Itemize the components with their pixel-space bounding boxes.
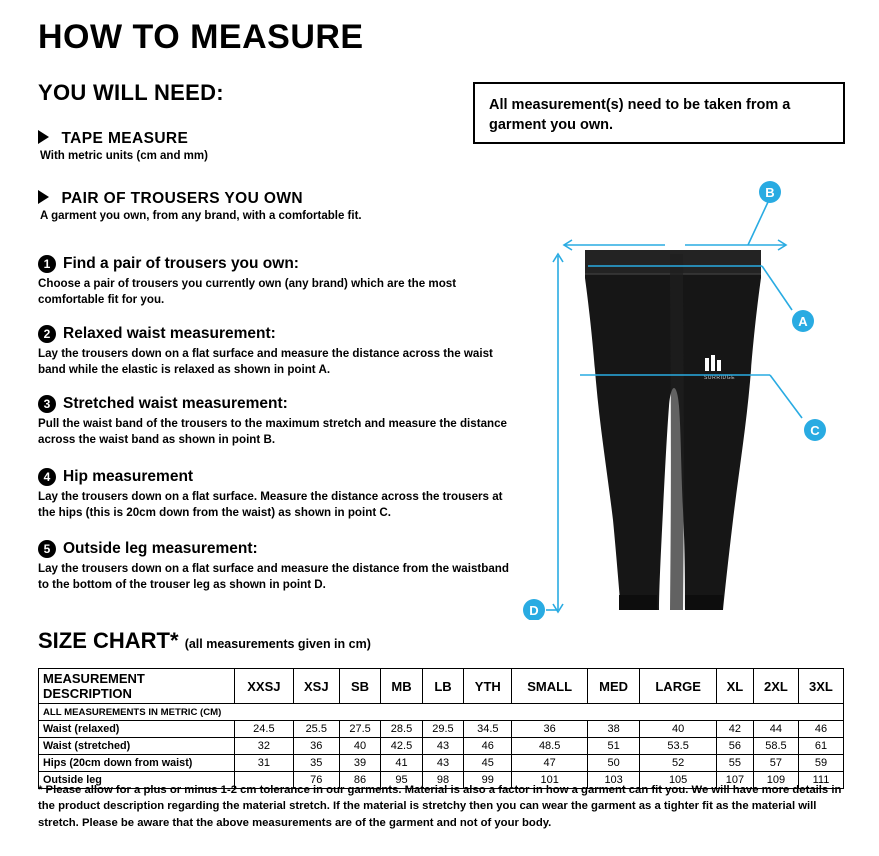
- step-body: Choose a pair of trousers you currently own (any brand) which are the most comfortable fit for you.: [38, 277, 457, 307]
- step-number: 3: [38, 395, 56, 413]
- trouser-illustration: [585, 250, 761, 610]
- page-title: HOW TO MEASURE: [38, 18, 364, 56]
- step-5: [38, 540, 518, 594]
- row-value: 98: [422, 772, 463, 789]
- table-row-metric-note: [39, 704, 844, 721]
- size-chart-note: (all measurements given in cm): [184, 637, 371, 651]
- table-header-cell: 3XL: [798, 669, 843, 704]
- row-label: Hips (20cm down from waist): [39, 755, 235, 772]
- step-title: Outside leg measurement:: [63, 540, 258, 557]
- row-value: 61: [798, 738, 843, 755]
- step-1: [38, 255, 518, 309]
- row-value: 24.5: [235, 721, 294, 738]
- row-value: 41: [381, 755, 422, 772]
- callout-box: [473, 82, 845, 144]
- row-value: 40: [640, 721, 717, 738]
- triangle-bullet-icon: [38, 130, 49, 144]
- svg-text:D: D: [529, 603, 539, 618]
- step-title: Stretched waist measurement:: [63, 395, 288, 412]
- step-body: Lay the trousers down on a flat surface. Measure the distance across the trousers at the hips (this is 20cm down from the waist) as shown in point C.: [38, 490, 503, 520]
- table-header-row: [39, 669, 844, 704]
- row-value: 46: [798, 721, 843, 738]
- table-header-cell: MB: [381, 669, 422, 704]
- callout-text: All measurement(s) need to be taken from a garment you own.: [489, 97, 791, 133]
- step-2: [38, 325, 518, 379]
- row-value: 109: [753, 772, 798, 789]
- row-value: 99: [464, 772, 512, 789]
- svg-text:SURRIDGE: SURRIDGE: [704, 375, 736, 381]
- step-title: Relaxed waist measurement:: [63, 325, 276, 342]
- row-value: 76: [293, 772, 339, 789]
- row-value: 42.5: [381, 738, 422, 755]
- step-3: [38, 395, 518, 449]
- row-label: Waist (stretched): [39, 738, 235, 755]
- metric-note-cell: ALL MEASUREMENTS IN METRIC (CM): [39, 704, 844, 721]
- table-header-cell: LB: [422, 669, 463, 704]
- table-header-cell: XL: [716, 669, 753, 704]
- row-value: 103: [587, 772, 639, 789]
- row-value: 42: [716, 721, 753, 738]
- row-value: 48.5: [512, 738, 588, 755]
- table-header-cell: SMALL: [512, 669, 588, 704]
- row-value: 36: [293, 738, 339, 755]
- size-chart-title: SIZE CHART: [38, 628, 170, 653]
- measurement-label-c: [804, 419, 826, 441]
- row-value: 36: [512, 721, 588, 738]
- row-value: 31: [235, 755, 294, 772]
- row-label: Outside leg: [39, 772, 235, 789]
- row-value: 43: [422, 738, 463, 755]
- row-value: 32: [235, 738, 294, 755]
- row-value: 51: [587, 738, 639, 755]
- measurement-label-d: [523, 599, 545, 620]
- svg-text:B: B: [765, 185, 775, 200]
- trouser-diagram: [520, 170, 865, 620]
- row-value: 95: [381, 772, 422, 789]
- row-value: 50: [587, 755, 639, 772]
- step-number: 1: [38, 255, 56, 273]
- table-header-cell: MED: [587, 669, 639, 704]
- svg-text:A: A: [798, 314, 808, 329]
- table-header-cell: LARGE: [640, 669, 717, 704]
- row-value: 47: [512, 755, 588, 772]
- size-chart-heading: [38, 628, 371, 654]
- row-value: 25.5: [293, 721, 339, 738]
- step-title: Hip measurement: [63, 468, 194, 485]
- step-body: Lay the trousers down on a flat surface and measure the distance across the waist band while the elastic is relaxed as shown in point A.: [38, 347, 493, 377]
- row-value: 56: [716, 738, 753, 755]
- row-value: 45: [464, 755, 512, 772]
- row-value: 52: [640, 755, 717, 772]
- row-value: 55: [716, 755, 753, 772]
- table-header-cell: 2XL: [753, 669, 798, 704]
- step-number: 4: [38, 468, 56, 486]
- measurement-label-b: [759, 181, 781, 203]
- need-item-tape-measure: [38, 130, 208, 162]
- step-number: 2: [38, 325, 56, 343]
- row-value: 39: [339, 755, 380, 772]
- row-value: 111: [798, 772, 843, 789]
- row-value: 38: [587, 721, 639, 738]
- step-title: Find a pair of trousers you own:: [63, 255, 299, 272]
- footnote-text: * Please allow for a plus or minus 1-2 cm tolerance in our garments. Material is also a factor in how a garment can fit you. We will have more details in the product description regarding the material stretch. If the material is stretchy then you can wear the garment as a tighter fit as the material will stretch. Please be aware that the above measurements are of the garment and not of your body.: [38, 784, 842, 829]
- size-chart-table: [38, 668, 844, 789]
- step-number: 5: [38, 540, 56, 558]
- row-value: 28.5: [381, 721, 422, 738]
- svg-text:C: C: [810, 423, 820, 438]
- row-label: Waist (relaxed): [39, 721, 235, 738]
- row-value: 44: [753, 721, 798, 738]
- table-header-cell: SB: [339, 669, 380, 704]
- step-body: Lay the trousers down on a flat surface and measure the distance from the waistband to the bottom of the trouser leg as shown in point D.: [38, 562, 509, 592]
- row-value: 46: [464, 738, 512, 755]
- need-item-sub: A garment you own, from any brand, with a comfortable fit.: [40, 210, 362, 222]
- triangle-bullet-icon: [38, 190, 49, 204]
- step-body: Pull the waist band of the trousers to the maximum stretch and measure the distance across the waist band as shown in point B.: [38, 417, 508, 447]
- row-value: 34.5: [464, 721, 512, 738]
- row-value: 101: [512, 772, 588, 789]
- table-row: [39, 738, 844, 755]
- row-value: 27.5: [339, 721, 380, 738]
- step-4: [38, 468, 518, 522]
- row-value: 59: [798, 755, 843, 772]
- row-value: 53.5: [640, 738, 717, 755]
- table-header-cell: XSJ: [293, 669, 339, 704]
- row-value: 57: [753, 755, 798, 772]
- table-row: [39, 721, 844, 738]
- table-header-cell: YTH: [464, 669, 512, 704]
- table-header-cell: MEASUREMENT DESCRIPTION: [39, 669, 235, 704]
- row-value: 35: [293, 755, 339, 772]
- row-value: 107: [716, 772, 753, 789]
- need-item-title: TAPE MEASURE: [61, 130, 189, 147]
- need-item-sub: With metric units (cm and mm): [40, 150, 208, 162]
- need-item-trousers: [38, 190, 362, 222]
- table-row: [39, 755, 844, 772]
- need-item-title: PAIR OF TROUSERS YOU OWN: [61, 190, 303, 207]
- row-value: 29.5: [422, 721, 463, 738]
- row-value: 58.5: [753, 738, 798, 755]
- row-value: 43: [422, 755, 463, 772]
- size-chart-asterisk: *: [170, 628, 179, 653]
- row-value: 86: [339, 772, 380, 789]
- row-value: 40: [339, 738, 380, 755]
- table-header-cell: XXSJ: [235, 669, 294, 704]
- measurement-label-a: [792, 310, 814, 332]
- section-heading-you-will-need: YOU WILL NEED:: [38, 80, 224, 105]
- row-value: 105: [640, 772, 717, 789]
